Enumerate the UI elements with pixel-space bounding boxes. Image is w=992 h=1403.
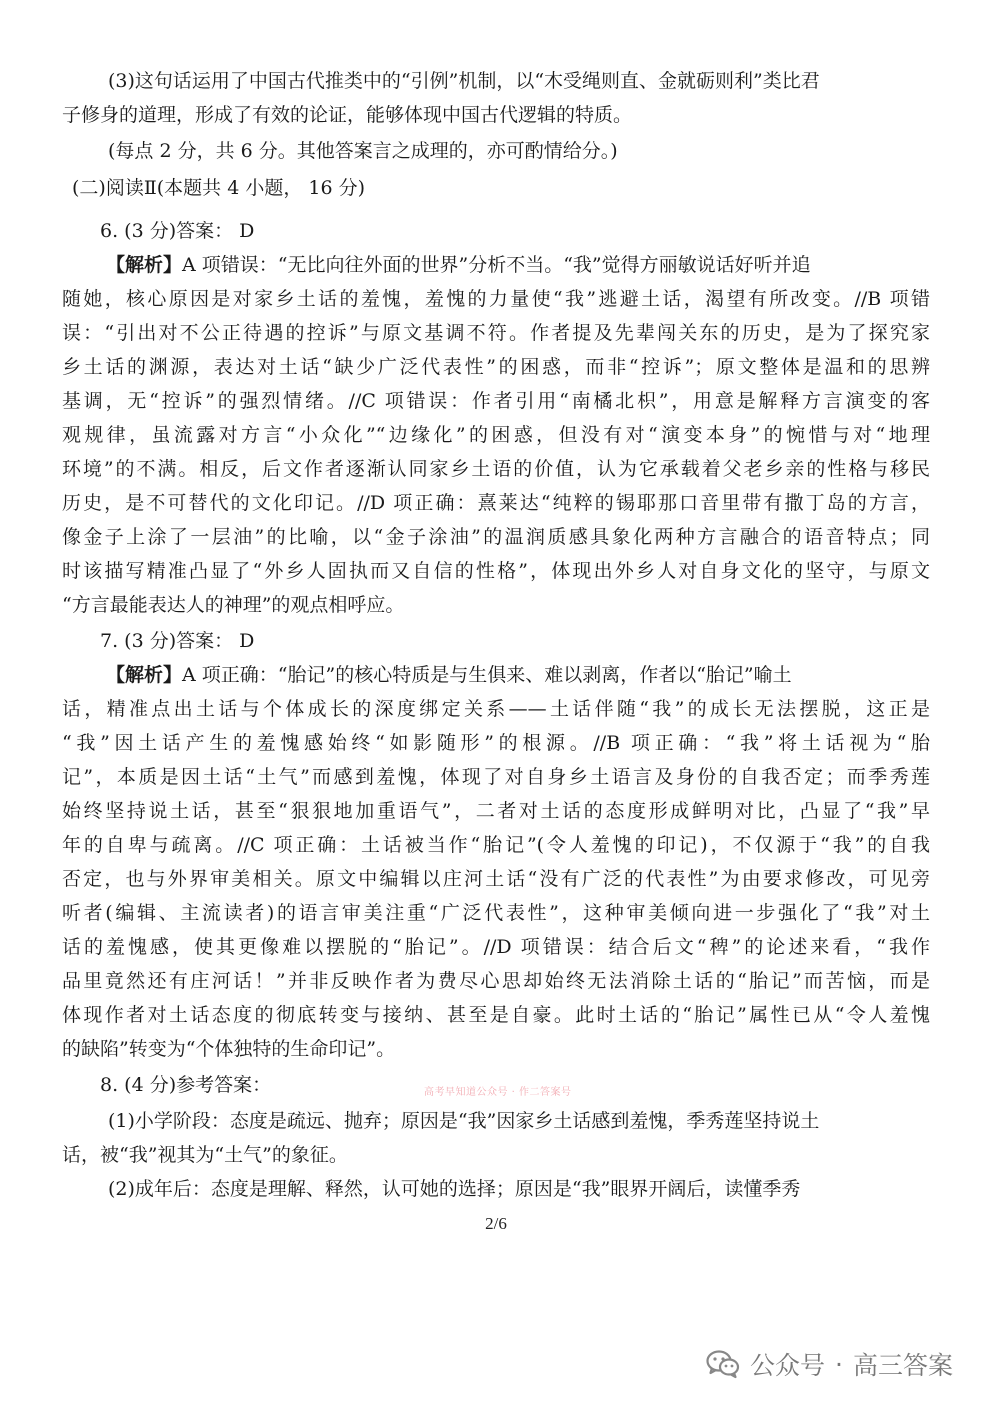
- paragraph-line: (3)这句话运用了中国古代推类中的“引例”机制，以“木受绳则直、金就砺则利”类比君: [108, 70, 820, 92]
- analysis-text: A 项错误：“无比向往外面的世界”分析不当。“我”觉得方丽敏说话好听并追: [182, 254, 811, 276]
- paragraph-line: 否定，也与外界审美相关。原文中编辑以庄河土话“没有广泛的代表性”为由要求修改，可见旁: [62, 868, 930, 890]
- footer-label: 公众号: [750, 1351, 826, 1380]
- paragraph-line: 听者(编辑、主流读者)的语言审美注重“广泛代表性”，这种审美倾向进一步强化了“我”对土: [62, 902, 930, 924]
- watermark: 高考早知道公众号 · 作二答案号: [424, 1087, 572, 1098]
- paragraph-line: 历史，是不可替代的文化印记。//D 项正确：熹莱达“纯粹的锡耶那口音里带有撒丁岛的方言，: [62, 492, 930, 514]
- paragraph-line: 子修身的道理，形成了有效的论证，能够体现中国古代逻辑的特质。: [62, 104, 633, 126]
- analysis-text: A 项正确：“胎记”的核心特质是与生俱来、难以剥离，作者以“胎记”喻土: [182, 664, 792, 686]
- paragraph-line: “方言最能表达人的神理”的观点相呼应。: [62, 594, 405, 616]
- paragraph-line: 年的自卑与疏离。//C 项正确：土话被当作“胎记”(令人羞愧的印记)，不仅源于“我”的自我: [62, 834, 930, 856]
- paragraph-line: (1)小学阶段：态度是疏远、抛弃；原因是“我”因家乡土话感到羞愧，季秀莲坚持说土: [108, 1110, 820, 1132]
- paragraph-line: 体现作者对土话态度的彻底转变与接纳、甚至是自豪。此时土话的“胎记”属性已从“令人羞愧: [62, 1004, 930, 1026]
- paragraph-line: 的缺陷”转变为“个体独特的生命印记”。: [62, 1038, 396, 1060]
- paragraph-line: “我”因土话产生的羞愧感始终“如影随形”的根源。//B 项正确：“我”将土话视为“胎: [62, 732, 930, 754]
- question-6-answer: 6. (3 分)答案： D: [100, 220, 255, 242]
- paragraph-line: 话，被“我”视其为“土气”的象征。: [62, 1144, 348, 1166]
- paragraph-line: 话的羞愧感，使其更像难以摆脱的“胎记”。//D 项错误：结合后文“稗”的论述来看，“我作: [62, 936, 930, 958]
- question-7-answer: 7. (3 分)答案： D: [100, 630, 255, 652]
- paragraph-line: 始终坚持说土话，甚至“狠狠地加重语气”，二者对土话的态度形成鲜明对比，凸显了“我”早: [62, 800, 930, 822]
- wechat-icon: [706, 1349, 740, 1379]
- question-8-answer: 8. (4 分)参考答案：: [100, 1074, 272, 1096]
- paragraph-line: 观规律，虽流露对方言“小众化”“边缘化”的困惑，但没有对“演变本身”的惋惜与对“地理: [62, 424, 930, 446]
- analysis-tag: 【解析】: [106, 664, 183, 686]
- paragraph-line: 误：“引出对不公正待遇的控诉”与原文基调不符。作者提及先辈闯关东的历史，是为了探究家: [62, 322, 930, 344]
- analysis-tag: 【解析】: [106, 254, 183, 276]
- paragraph-line: 话，精准点出土话与个体成长的深度绑定关系——土话伴随“我”的成长无法摆脱，这正是: [62, 698, 930, 720]
- paragraph-line: 像金子上涂了一层油”的比喻，以“金子涂油”的温润质感具象化两种方言融合的语音特点；同: [62, 526, 930, 548]
- paragraph-line: [106, 662, 792, 688]
- paragraph-line: [106, 252, 811, 278]
- wechat-footer: [706, 1346, 953, 1382]
- footer-account-name: 高三答案: [852, 1351, 953, 1380]
- section-heading: (二)阅读Ⅱ(本题共 4 小题， 16 分): [72, 177, 365, 199]
- page-number: 2/6: [485, 1214, 507, 1233]
- paragraph-line: (2)成年后：态度是理解、释然，认可她的选择；原因是“我”眼界开阔后，读懂季秀: [108, 1178, 801, 1200]
- paragraph-line: 记”，本质是因土话“土气”而感到羞愧，体现了对自身乡土语言及身份的自我否定；而季秀莲: [62, 766, 930, 788]
- footer-separator: ·: [835, 1349, 843, 1379]
- paragraph-line: 随她，核心原因是对家乡土话的羞愧，羞愧的力量使“我”逃避土话，渴望有所改变。//B 项错: [62, 288, 930, 310]
- paragraph-line: 基调，无“控诉”的强烈情绪。//C 项错误：作者引用“南橘北枳”，用意是解释方言演变的客: [62, 390, 930, 412]
- paragraph-line: 环境”的不满。相反，后文作者逐渐认同家乡土语的价值，认为它承载着父老乡亲的性格与移民: [62, 458, 930, 480]
- paragraph-line: 品里竟然还有庄河话！”并非反映作者为费尽心思却始终无法消除土话的“胎记”而苦恼，而是: [62, 970, 930, 992]
- scoring-note: (每点 2 分，共 6 分。其他答案言之成理的，亦可酌情给分。): [108, 140, 618, 162]
- paragraph-line: 时该描写精准凸显了“外乡人固执而又自信的性格”，体现出外乡人对自身文化的坚守，与原文: [62, 560, 930, 582]
- paragraph-line: 乡土话的渊源，表达对土话“缺少广泛代表性”的困惑，而非“控诉”；原文整体是温和的思辨: [62, 356, 930, 378]
